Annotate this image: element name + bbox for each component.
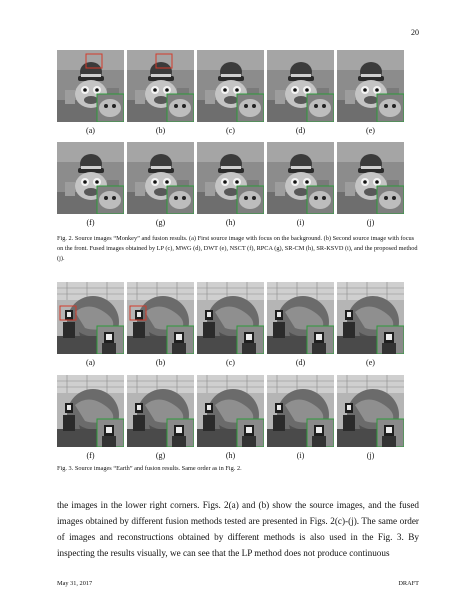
footer-status: DRAFT — [398, 580, 419, 587]
fig2-subfigure-label: (f) — [86, 218, 95, 227]
fig2-image — [197, 50, 264, 122]
fig2-subfigure-label: (g) — [155, 218, 166, 227]
fig3-image — [197, 282, 264, 354]
fig2-subfigure-label: (i) — [296, 218, 305, 227]
page-number: 20 — [411, 28, 419, 37]
fig3-subfigure-label: (i) — [296, 451, 305, 460]
fig3-subfigure-label: (f) — [86, 451, 95, 460]
fig3-labels-row-2 — [57, 451, 404, 460]
fig3-caption: Fig. 3. Source images “Earth” and fusion results. Same order as in Fig. 2. — [57, 465, 242, 472]
fig3-image — [57, 375, 124, 447]
fig2-image — [127, 142, 194, 214]
fig2-image — [337, 142, 404, 214]
fig3-subfigure-label: (a) — [86, 358, 95, 367]
fig2-image — [57, 142, 124, 214]
fig2-image — [267, 50, 334, 122]
fig3-image — [127, 375, 194, 447]
fig2-image — [197, 142, 264, 214]
fig2-subfigure-label: (d) — [295, 126, 306, 135]
fig3-image — [197, 375, 264, 447]
fig2-image — [267, 142, 334, 214]
fig3-image — [337, 282, 404, 354]
fig3-subfigure-label: (b) — [155, 358, 166, 367]
fig2-image-row-2 — [57, 142, 404, 214]
fig3-image — [267, 375, 334, 447]
fig2-caption: Fig. 2. Source images “Monkey” and fusion results. (a) First source image with focus on the background. (b) Second source image with focus on the front. Fused images obtained by LP (c), MWG (d), DWT (e), NSCT (f), RPCA (g), SR-CM (h), SR-KSVD (i), and the proposed method (j). — [57, 235, 418, 263]
fig3-image — [57, 282, 124, 354]
fig2-image-row-1 — [57, 50, 404, 122]
body-paragraph: the images in the lower right corners. Figs. 2(a) and (b) show the source images, and the fused images obtained by different fusion methods tested are presented in Figs. 2(c)-(j). The same order of images and reconstructions obtained by different methods is also used in the Fig. 3. By inspecting the results visually, we can see that the LP method does not produce continuous — [57, 500, 419, 558]
fig3-subfigure-label: (h) — [225, 451, 236, 460]
fig2-labels-row-1 — [57, 126, 404, 135]
footer-date: May 31, 2017 — [57, 580, 93, 587]
fig2-subfigure-label: (j) — [366, 218, 375, 227]
fig2-image — [57, 50, 124, 122]
fig2-subfigure-label: (h) — [225, 218, 236, 227]
fig3-subfigure-label: (d) — [295, 358, 306, 367]
fig3-labels-row-1 — [57, 358, 404, 367]
fig3-subfigure-label: (e) — [366, 358, 375, 367]
fig3-subfigure-label: (j) — [366, 451, 375, 460]
fig3-image-row-2 — [57, 375, 404, 447]
fig3-image — [337, 375, 404, 447]
fig2-subfigure-label: (c) — [226, 126, 235, 135]
fig3-image — [267, 282, 334, 354]
fig3-subfigure-label: (g) — [155, 451, 166, 460]
fig3-image — [127, 282, 194, 354]
fig3-image-row-1 — [57, 282, 404, 354]
fig3-subfigure-label: (c) — [226, 358, 235, 367]
fig2-image — [337, 50, 404, 122]
fig2-subfigure-label: (e) — [366, 126, 375, 135]
fig2-labels-row-2 — [57, 218, 404, 227]
fig2-subfigure-label: (b) — [155, 126, 166, 135]
fig2-subfigure-label: (a) — [86, 126, 95, 135]
fig2-image — [127, 50, 194, 122]
